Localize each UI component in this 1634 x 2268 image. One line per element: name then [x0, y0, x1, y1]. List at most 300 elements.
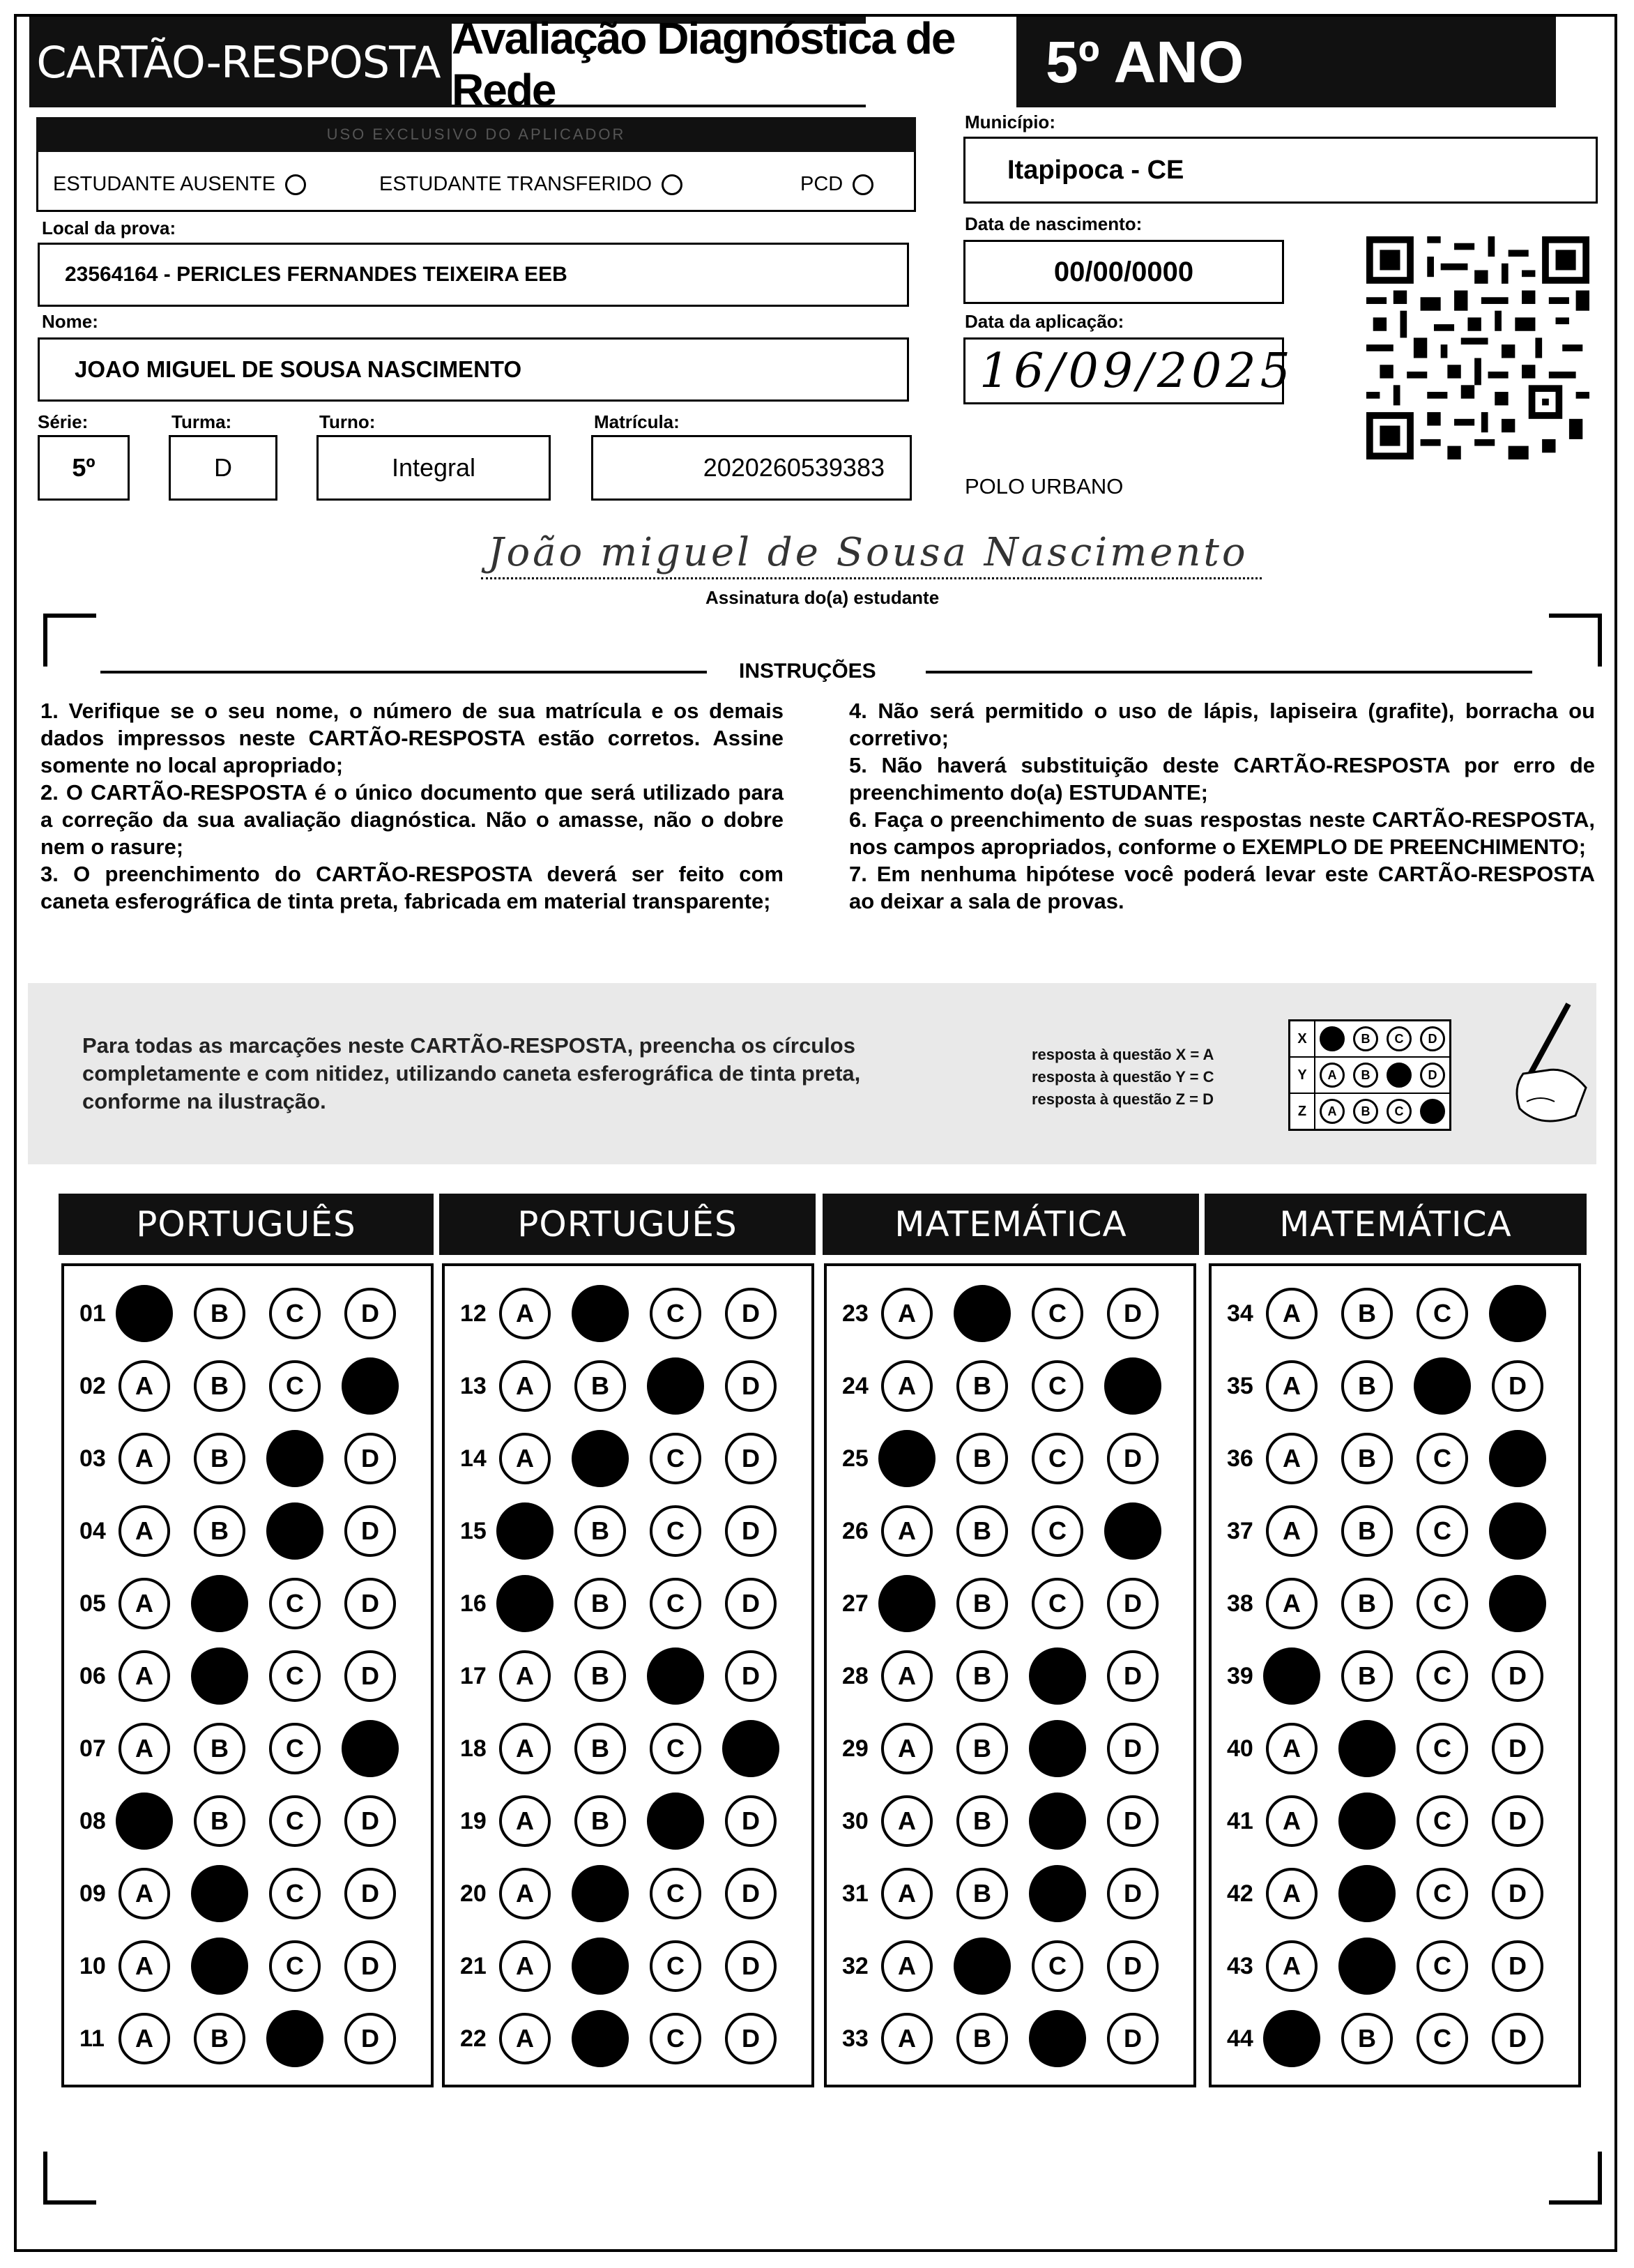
answer-bubble-a[interactable]: A — [119, 1433, 170, 1484]
answer-bubble-b[interactable]: B — [956, 1723, 1008, 1774]
answer-bubble-d[interactable]: D — [344, 1433, 396, 1484]
question-number: 04 — [79, 1517, 106, 1544]
question-row — [1227, 2011, 1567, 2067]
answer-bubble-b[interactable]: B — [1341, 1505, 1393, 1557]
municipio-label: Município: — [965, 112, 1055, 132]
answer-bubble-a[interactable]: A — [881, 1795, 933, 1847]
answer-bubble-c[interactable]: C — [1417, 1578, 1468, 1629]
answer-bubble-d[interactable] — [1104, 1357, 1161, 1415]
question-row — [1227, 1286, 1567, 1341]
answer-bubble-b[interactable]: B — [194, 1288, 245, 1339]
answer-bubble-d[interactable]: D — [344, 1868, 396, 1919]
answer-bubble-b[interactable]: B — [194, 1360, 245, 1412]
answer-bubble-c[interactable]: C — [1417, 1868, 1468, 1919]
answer-bubble-c[interactable] — [1029, 2010, 1086, 2067]
example-bubble-a: A — [1320, 1063, 1345, 1088]
answer-bubble-c[interactable] — [1029, 1865, 1086, 1922]
question-row — [1227, 1721, 1567, 1776]
answer-bubble-d[interactable]: D — [344, 1288, 396, 1339]
question-row — [842, 1648, 1182, 1704]
card-title: CARTÃO-RESPOSTA — [36, 36, 441, 88]
answer-bubble-b[interactable] — [1338, 1938, 1396, 1995]
answer-bubble-d[interactable] — [342, 1357, 399, 1415]
question-row — [460, 1648, 800, 1704]
answer-bubble-b[interactable]: B — [1341, 1288, 1393, 1339]
serie-label: Série: — [38, 411, 89, 432]
answer-bubble-d[interactable]: D — [1492, 1650, 1543, 1702]
instruction-5: 5. Não haverá substituição deste CARTÃO-RESPOSTA por erro de preenchimento do(a) ESTUDANTE; — [849, 753, 1595, 805]
instructions-right — [849, 697, 1595, 915]
question-row — [1227, 1431, 1567, 1486]
municipio-field: Itapipoca - CE — [963, 137, 1598, 204]
question-row — [1227, 1358, 1567, 1414]
answer-bubble-a[interactable]: A — [1266, 1723, 1318, 1774]
answer-bubble-c[interactable]: C — [269, 1868, 321, 1919]
answer-bubble-c[interactable]: C — [650, 1505, 701, 1557]
exam-title: Avaliação Diagnóstica de Rede — [452, 24, 1016, 105]
answer-bubble-c[interactable] — [266, 1430, 323, 1487]
example-row — [1290, 1058, 1449, 1094]
turma-field: D — [169, 435, 277, 501]
matricula-field: 2020260539383 — [591, 435, 912, 501]
answer-bubble-d[interactable]: D — [725, 1940, 777, 1992]
answer-bubble-b[interactable]: B — [574, 1578, 626, 1629]
answer-bubble-b[interactable]: B — [194, 1505, 245, 1557]
answer-bubble-c[interactable]: C — [1417, 1940, 1468, 1992]
example-question-label: Z — [1290, 1094, 1315, 1129]
question-number: 13 — [460, 1372, 487, 1399]
answer-bubble-b[interactable]: B — [956, 1795, 1008, 1847]
answer-bubble-d[interactable] — [342, 1720, 399, 1777]
answer-bubble-c[interactable]: C — [650, 1578, 701, 1629]
example-legend — [1032, 1044, 1214, 1111]
answer-bubble-d[interactable]: D — [1492, 1795, 1543, 1847]
signature-handwritten: João miguel de Sousa Nascimento — [488, 530, 1249, 575]
answer-bubble-d[interactable]: D — [1107, 1578, 1159, 1629]
answer-bubble-c[interactable]: C — [1032, 1940, 1083, 1992]
answer-bubble-d[interactable]: D — [725, 1650, 777, 1702]
example-bubble-d: D — [1420, 1063, 1445, 1088]
answer-bubble-d[interactable]: D — [725, 1288, 777, 1339]
answer-bubble-c[interactable]: C — [269, 1650, 321, 1702]
answer-bubble-c[interactable]: C — [1417, 1288, 1468, 1339]
question-number: 37 — [1227, 1517, 1253, 1544]
question-number: 23 — [842, 1300, 869, 1327]
answer-bubble-d[interactable] — [1489, 1502, 1546, 1560]
answer-bubble-b[interactable]: B — [1341, 1433, 1393, 1484]
legend-x: resposta à questão X = A — [1032, 1046, 1214, 1063]
answer-bubble-c[interactable]: C — [1417, 1433, 1468, 1484]
question-row — [79, 1431, 420, 1486]
answer-bubble-b[interactable] — [572, 2010, 629, 2067]
absent-radio[interactable] — [285, 174, 306, 195]
question-row — [1227, 1648, 1567, 1704]
answer-bubble-b[interactable]: B — [956, 1650, 1008, 1702]
answer-bubble-a[interactable]: A — [499, 1940, 551, 1992]
answer-bubble-c[interactable] — [1414, 1357, 1471, 1415]
answer-bubble-c[interactable]: C — [269, 1795, 321, 1847]
answer-bubble-b[interactable]: B — [574, 1723, 626, 1774]
turno-field: Integral — [316, 435, 551, 501]
question-row — [842, 1358, 1182, 1414]
pcd-option[interactable] — [800, 173, 873, 196]
answer-bubble-c[interactable] — [1029, 1720, 1086, 1777]
question-row — [842, 1721, 1182, 1776]
answer-bubble-b[interactable] — [191, 1575, 248, 1632]
answer-bubble-d[interactable]: D — [344, 1505, 396, 1557]
answer-bubble-c[interactable]: C — [1417, 1795, 1468, 1847]
absent-option[interactable] — [53, 173, 306, 196]
instructions-title: INSTRUÇÕES — [739, 660, 876, 683]
answer-bubble-d[interactable]: D — [725, 2013, 777, 2064]
aplicacao-label: Data da aplicação: — [965, 311, 1124, 332]
answer-bubble-c[interactable]: C — [650, 1940, 701, 1992]
answer-bubble-b[interactable] — [954, 1285, 1011, 1342]
question-number: 25 — [842, 1445, 869, 1472]
answer-bubble-d[interactable]: D — [344, 2013, 396, 2064]
question-number: 27 — [842, 1590, 869, 1617]
answer-bubble-a[interactable]: A — [499, 1868, 551, 1919]
question-number: 16 — [460, 1590, 487, 1617]
answer-bubble-b[interactable] — [572, 1865, 629, 1922]
answer-bubble-a[interactable]: A — [881, 2013, 933, 2064]
polo-label: POLO URBANO — [965, 474, 1124, 498]
question-number: 30 — [842, 1807, 869, 1834]
question-number: 38 — [1227, 1590, 1253, 1617]
example-bubble-c — [1387, 1063, 1412, 1088]
answer-bubble-d[interactable] — [1104, 1502, 1161, 1560]
turno-label: Turno: — [319, 411, 376, 432]
answer-bubble-a[interactable] — [878, 1430, 936, 1487]
answer-bubble-b[interactable] — [1338, 1793, 1396, 1850]
name-label: Nome: — [42, 311, 98, 332]
aplicacao-field: 16/09/2025 — [963, 337, 1284, 404]
answer-bubble-b[interactable]: B — [194, 2013, 245, 2064]
answer-bubble-c[interactable] — [647, 1647, 704, 1705]
question-row — [79, 1938, 420, 1994]
answer-bubble-d[interactable]: D — [1107, 1868, 1159, 1919]
question-row — [460, 1503, 800, 1559]
question-number: 05 — [79, 1590, 106, 1617]
answer-bubble-c[interactable]: C — [1032, 1288, 1083, 1339]
answer-bubble-b[interactable] — [191, 1647, 248, 1705]
legend-z: resposta à questão Z = D — [1032, 1090, 1214, 1108]
question-number: 06 — [79, 1662, 106, 1689]
answer-bubble-b[interactable]: B — [194, 1795, 245, 1847]
question-number: 14 — [460, 1445, 487, 1472]
question-row — [842, 2011, 1182, 2067]
answer-bubble-c[interactable]: C — [1032, 1505, 1083, 1557]
question-number: 33 — [842, 2025, 869, 2052]
turma-label: Turma: — [171, 411, 232, 432]
answer-bubble-a[interactable]: A — [1266, 1795, 1318, 1847]
question-number: 42 — [1227, 1880, 1253, 1907]
question-number: 41 — [1227, 1807, 1253, 1834]
answer-bubble-c[interactable] — [647, 1357, 704, 1415]
signature-line — [481, 577, 1262, 579]
answer-bubble-b[interactable]: B — [956, 1868, 1008, 1919]
answer-bubble-a[interactable]: A — [119, 1650, 170, 1702]
answer-bubble-a[interactable]: A — [119, 1940, 170, 1992]
answer-bubble-a[interactable]: A — [1266, 1360, 1318, 1412]
question-number: 40 — [1227, 1735, 1253, 1762]
question-number: 11 — [79, 2025, 105, 2052]
example-bubble-b: B — [1353, 1063, 1378, 1088]
answer-bubble-c[interactable] — [1029, 1793, 1086, 1850]
answer-bubble-c[interactable]: C — [1417, 1650, 1468, 1702]
corner-mark-bottom-right — [1549, 2152, 1602, 2205]
answer-bubble-c[interactable] — [266, 2010, 323, 2067]
question-row — [1227, 1576, 1567, 1631]
answer-bubble-a[interactable]: A — [119, 1505, 170, 1557]
answer-bubble-a[interactable]: A — [119, 2013, 170, 2064]
answer-bubble-c[interactable]: C — [1032, 1433, 1083, 1484]
question-number: 20 — [460, 1880, 487, 1907]
answer-bubble-d[interactable]: D — [1492, 1723, 1543, 1774]
answer-bubble-a[interactable]: A — [499, 1650, 551, 1702]
answer-bubble-a[interactable]: A — [1266, 1578, 1318, 1629]
nascimento-label: Data de nascimento: — [965, 213, 1143, 234]
answer-bubble-c[interactable]: C — [1417, 1505, 1468, 1557]
answer-bubble-b[interactable]: B — [1341, 2013, 1393, 2064]
answer-bubble-a[interactable]: A — [499, 1360, 551, 1412]
question-row — [460, 1576, 800, 1631]
answer-bubble-b[interactable]: B — [956, 1433, 1008, 1484]
question-number: 36 — [1227, 1445, 1253, 1472]
answer-bubble-b[interactable]: B — [574, 1650, 626, 1702]
answer-bubble-d[interactable]: D — [1492, 1360, 1543, 1412]
answer-bubble-c[interactable]: C — [650, 1868, 701, 1919]
question-number: 03 — [79, 1445, 106, 1472]
answer-bubble-b[interactable]: B — [194, 1723, 245, 1774]
answer-bubble-b[interactable]: B — [956, 2013, 1008, 2064]
question-row — [1227, 1866, 1567, 1921]
answer-bubble-b[interactable] — [191, 1865, 248, 1922]
answer-bubble-b[interactable] — [572, 1285, 629, 1342]
answer-bubble-a[interactable]: A — [499, 1288, 551, 1339]
answer-bubble-d[interactable]: D — [1492, 1868, 1543, 1919]
question-number: 07 — [79, 1735, 106, 1762]
example-row — [1290, 1094, 1449, 1129]
answer-bubble-c[interactable] — [647, 1793, 704, 1850]
question-number: 02 — [79, 1372, 106, 1399]
corner-mark-bottom-left — [43, 2152, 96, 2205]
question-number: 01 — [79, 1300, 106, 1327]
question-row — [842, 1431, 1182, 1486]
question-row — [460, 1721, 800, 1776]
answer-bubble-b[interactable]: B — [1341, 1650, 1393, 1702]
answer-bubble-d[interactable]: D — [344, 1578, 396, 1629]
answer-bubble-a[interactable]: A — [119, 1723, 170, 1774]
question-number: 29 — [842, 1735, 869, 1762]
question-row — [842, 1938, 1182, 1994]
answer-bubble-b[interactable]: B — [574, 1360, 626, 1412]
answer-bubble-d[interactable] — [722, 1720, 779, 1777]
answer-bubble-a[interactable]: A — [881, 1360, 933, 1412]
answer-bubble-a[interactable]: A — [881, 1288, 933, 1339]
question-number: 26 — [842, 1517, 869, 1544]
answer-bubble-c[interactable]: C — [1032, 1360, 1083, 1412]
answer-bubble-d[interactable] — [1489, 1285, 1546, 1342]
answer-bubble-b[interactable] — [191, 1938, 248, 1995]
answer-bubble-d[interactable]: D — [725, 1578, 777, 1629]
instruction-2: 2. O CARTÃO-RESPOSTA é o único documento que será utilizado para a correção da sua avaliação diagnóstica. Não o amasse, não o dobre nem o rasure; — [40, 780, 784, 859]
answer-bubble-a[interactable] — [496, 1502, 553, 1560]
answer-bubble-d[interactable]: D — [725, 1505, 777, 1557]
answer-bubble-a[interactable]: A — [119, 1360, 170, 1412]
answer-bubble-d[interactable]: D — [725, 1433, 777, 1484]
answer-bubble-a[interactable]: A — [499, 1433, 551, 1484]
answer-bubble-d[interactable]: D — [725, 1360, 777, 1412]
qr-code — [1366, 233, 1589, 463]
instruction-7: 7. Em nenhuma hipótese você poderá levar este CARTÃO-RESPOSTA ao deixar a sala de provas. — [849, 862, 1595, 913]
answer-bubble-d[interactable]: D — [1107, 1288, 1159, 1339]
question-number: 32 — [842, 1952, 869, 1979]
example-question-label: Y — [1290, 1058, 1315, 1093]
instructions-rule-right — [926, 671, 1532, 673]
question-row — [79, 1358, 420, 1414]
question-row — [842, 1793, 1182, 1849]
answer-bubble-a[interactable]: A — [1266, 1868, 1318, 1919]
answer-bubble-a[interactable] — [1263, 2010, 1320, 2067]
answer-bubble-a[interactable]: A — [881, 1868, 933, 1919]
question-number: 35 — [1227, 1372, 1253, 1399]
answer-bubble-b[interactable]: B — [956, 1578, 1008, 1629]
question-number: 34 — [1227, 1300, 1253, 1327]
answer-bubble-b[interactable] — [1338, 1865, 1396, 1922]
answer-bubble-c[interactable]: C — [650, 2013, 701, 2064]
answer-bubble-c[interactable]: C — [1417, 2013, 1468, 2064]
answer-bubble-c[interactable]: C — [650, 1433, 701, 1484]
section-header: PORTUGUÊS — [439, 1194, 816, 1255]
pcd-radio[interactable] — [853, 174, 873, 195]
transferred-radio[interactable] — [662, 174, 682, 195]
answer-bubble-c[interactable]: C — [1417, 1723, 1468, 1774]
answer-bubble-b[interactable] — [572, 1938, 629, 1995]
answer-bubble-c[interactable]: C — [269, 1288, 321, 1339]
example-bubble-d — [1420, 1099, 1445, 1124]
answer-bubble-a[interactable]: A — [881, 1940, 933, 1992]
answer-bubble-c[interactable]: C — [650, 1288, 701, 1339]
serie-field: 5º — [38, 435, 130, 501]
answer-bubble-d[interactable]: D — [1107, 1795, 1159, 1847]
answer-bubble-a[interactable]: A — [881, 1505, 933, 1557]
question-row — [79, 1503, 420, 1559]
answer-bubble-d[interactable]: D — [1492, 2013, 1543, 2064]
example-row — [1290, 1021, 1449, 1058]
answer-bubble-d[interactable]: D — [344, 1650, 396, 1702]
answer-bubble-d[interactable] — [1489, 1430, 1546, 1487]
answer-bubble-a[interactable]: A — [1266, 1433, 1318, 1484]
answer-bubble-c[interactable] — [1029, 1647, 1086, 1705]
answer-bubble-d[interactable]: D — [725, 1868, 777, 1919]
question-number: 15 — [460, 1517, 487, 1544]
answer-bubble-a[interactable]: A — [499, 1723, 551, 1774]
legend-y: resposta à questão Y = C — [1032, 1068, 1214, 1086]
answer-bubble-c[interactable]: C — [1032, 1578, 1083, 1629]
grade-title: 5º ANO — [1046, 29, 1244, 95]
question-row — [842, 1576, 1182, 1631]
answer-bubble-d[interactable]: D — [1492, 1940, 1543, 1992]
answer-bubble-d[interactable]: D — [1107, 1650, 1159, 1702]
answer-bubble-d[interactable]: D — [1107, 1723, 1159, 1774]
question-number: 10 — [79, 1952, 106, 1979]
answer-bubble-a[interactable]: A — [499, 1795, 551, 1847]
answer-bubble-a[interactable]: A — [119, 1868, 170, 1919]
answer-bubble-d[interactable]: D — [344, 1795, 396, 1847]
question-row — [460, 1431, 800, 1486]
answer-bubble-d[interactable]: D — [1107, 1433, 1159, 1484]
example-grid — [1288, 1019, 1451, 1131]
example-bubble-a: A — [1320, 1099, 1345, 1124]
transferred-option[interactable] — [379, 173, 682, 196]
answer-bubble-d[interactable]: D — [1107, 2013, 1159, 2064]
answer-bubble-d[interactable]: D — [725, 1795, 777, 1847]
answer-bubble-b[interactable]: B — [956, 1505, 1008, 1557]
pen-hand-icon — [1485, 997, 1589, 1136]
answer-bubble-a[interactable] — [116, 1285, 173, 1342]
question-number: 12 — [460, 1300, 487, 1327]
example-bubble-a — [1320, 1026, 1345, 1051]
answer-bubble-a[interactable] — [496, 1575, 553, 1632]
question-row — [460, 2011, 800, 2067]
question-number: 31 — [842, 1880, 869, 1907]
answer-bubble-a[interactable] — [116, 1793, 173, 1850]
answer-bubble-a[interactable] — [878, 1575, 936, 1632]
answer-bubble-a[interactable]: A — [881, 1650, 933, 1702]
signature-caption: Assinatura do(a) estudante — [705, 587, 940, 608]
answer-bubble-b[interactable]: B — [574, 1505, 626, 1557]
answer-bubble-a[interactable]: A — [1266, 1940, 1318, 1992]
answer-bubble-b[interactable]: B — [956, 1360, 1008, 1412]
answer-bubble-c[interactable]: C — [269, 1360, 321, 1412]
answer-bubble-a[interactable]: A — [499, 2013, 551, 2064]
answer-bubble-b[interactable]: B — [574, 1795, 626, 1847]
answer-bubble-d[interactable]: D — [1107, 1940, 1159, 1992]
section-header: MATEMÁTICA — [823, 1194, 1199, 1255]
instructions-rule-left — [100, 671, 707, 673]
answer-bubble-c[interactable]: C — [269, 1578, 321, 1629]
question-number: 17 — [460, 1662, 487, 1689]
transferred-label: ESTUDANTE TRANSFERIDO — [379, 173, 652, 195]
answer-bubble-b[interactable] — [954, 1938, 1011, 1995]
answer-bubble-b[interactable] — [1338, 1720, 1396, 1777]
question-row — [1227, 1938, 1567, 1994]
answer-bubble-b[interactable]: B — [1341, 1360, 1393, 1412]
answer-bubble-a[interactable]: A — [1266, 1505, 1318, 1557]
question-number: 18 — [460, 1735, 487, 1762]
answer-bubble-d[interactable] — [1489, 1575, 1546, 1632]
answer-bubble-a[interactable]: A — [881, 1723, 933, 1774]
answer-bubble-c[interactable]: C — [269, 1723, 321, 1774]
answer-bubble-a[interactable] — [1263, 1647, 1320, 1705]
answer-bubble-b[interactable] — [572, 1430, 629, 1487]
answer-bubble-a[interactable]: A — [1266, 1288, 1318, 1339]
answer-bubble-b[interactable]: B — [1341, 1578, 1393, 1629]
answer-bubble-d[interactable]: D — [344, 1940, 396, 1992]
example-bubble-b: B — [1353, 1026, 1378, 1051]
instruction-3: 3. O preenchimento do CARTÃO-RESPOSTA deverá ser feito com caneta esferográfica de tinta preta, fabricada em material transparente; — [40, 862, 784, 913]
answer-bubble-c[interactable]: C — [269, 1940, 321, 1992]
answer-bubble-a[interactable]: A — [119, 1578, 170, 1629]
answer-bubble-c[interactable]: C — [650, 1723, 701, 1774]
answer-bubble-c[interactable] — [266, 1502, 323, 1560]
answer-bubble-b[interactable]: B — [194, 1433, 245, 1484]
matricula-label: Matrícula: — [594, 411, 680, 432]
question-row — [79, 1648, 420, 1704]
corner-mark-top-right — [1549, 614, 1602, 667]
pcd-label: PCD — [800, 173, 843, 195]
